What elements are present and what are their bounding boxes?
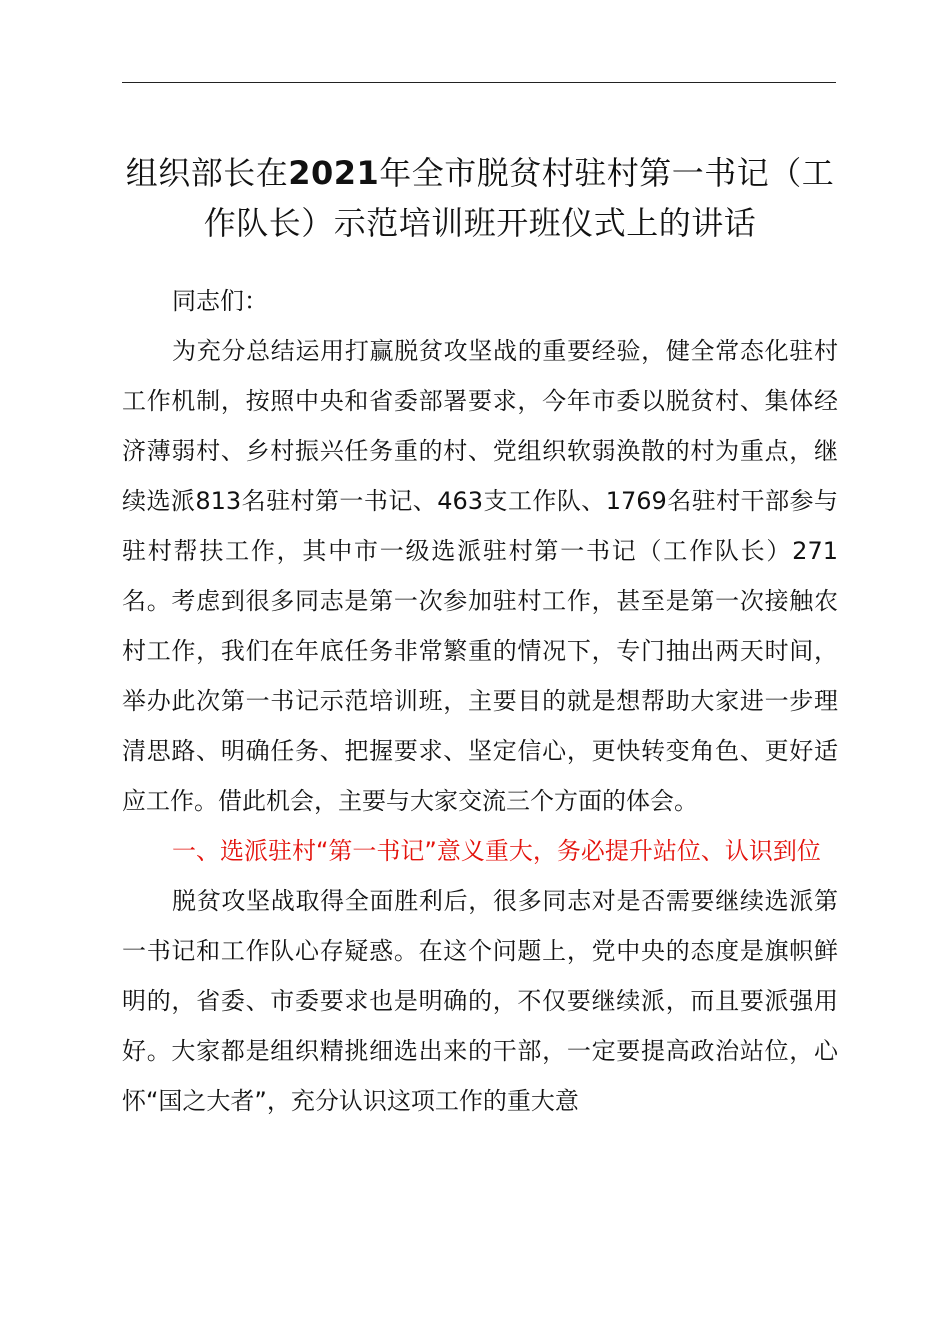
header-rule xyxy=(122,82,836,83)
document-body xyxy=(122,276,838,1126)
section-1-heading: 一、选派驻村“第一书记”意义重大，务必提升站位、认识到位 xyxy=(172,837,821,865)
title-part-1: 组织部长在 xyxy=(125,154,289,192)
paragraph-1: 为充分总结运用打赢脱贫攻坚战的重要经验，健全常态化驻村工作机制，按照中央和省委部署要求，今年市委以脱贫村、集体经济薄弱村、乡村振兴任务重的村、党组织软弱涣散的村为重点，继续选派813名驻村第一书记、463支工作队、1769名驻村干部参与驻村帮扶工作，其中市一级选派驻村第一书记（工作队长）271名。考虑到很多同志是第一次参加驻村工作，甚至是第一次接触农村工作，我们在年底任务非常繁重的情况下，专门抽出两天时间，举办此次第一书记示范培训班，主要目的就是想帮助大家进一步理清思路、明确任务、把握要求、坚定信心，更快转变角色、更好适应工作。借此机会，主要与大家交流三个方面的体会。 xyxy=(122,337,838,815)
title-part-2: 年全市脱贫村驻村第一书记（工作队长）示范培训班开班仪式上的讲话 xyxy=(203,154,835,242)
paragraph-2: 脱贫攻坚战取得全面胜利后，很多同志对是否需要继续选派第一书记和工作队心存疑惑。在这个问题上，党中央的态度是旗帜鲜明的，省委、市委要求也是明确的，不仅要继续派，而且要派强用好。大家都是组织精挑细选出来的干部，一定要提高政治站位，心怀“国之大者”，充分认识这项工作的重大意 xyxy=(122,887,838,1115)
title-year: 2021 xyxy=(288,154,380,192)
greeting: 同志们： xyxy=(172,287,268,315)
document-title xyxy=(110,148,850,248)
